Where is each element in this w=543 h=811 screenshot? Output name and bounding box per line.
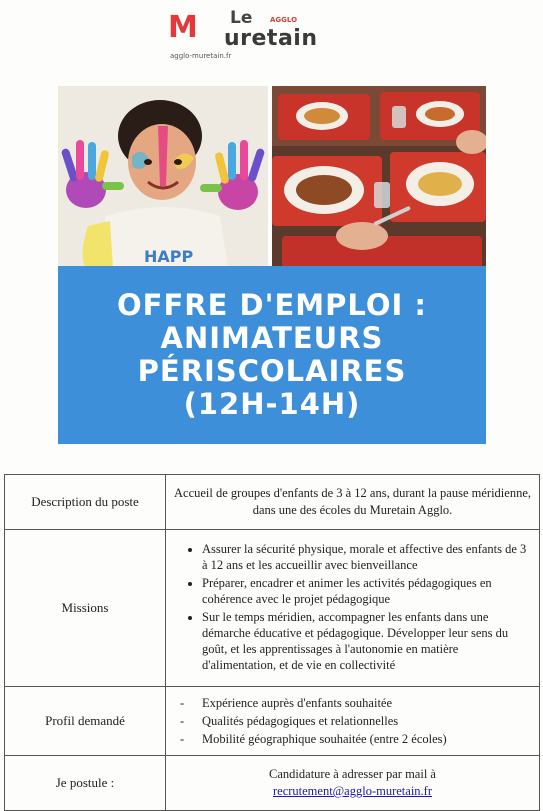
postule-cell bbox=[166, 756, 540, 811]
banner-line-hours: (12H-14H) bbox=[183, 387, 361, 421]
profil-item: - Mobilité géographique souhaitée (entre 2 écoles) bbox=[202, 730, 533, 748]
shirt-text: HAPP bbox=[144, 247, 194, 266]
recruitment-email-link[interactable]: recrutement@agglo-muretain.fr bbox=[272, 784, 432, 798]
profil-list bbox=[172, 694, 533, 748]
banner-line-offre: OFFRE D'EMPLOI : bbox=[117, 288, 427, 322]
postule-label: Je postule : bbox=[5, 756, 166, 811]
table-row-description bbox=[5, 475, 540, 530]
mission-item: • Préparer, encadrer et animer les activités pédagogiques en cohérence avec le projet pédagogique bbox=[202, 575, 533, 607]
job-details-table bbox=[4, 474, 540, 811]
table-row-postule bbox=[5, 756, 540, 811]
missions-label: Missions bbox=[5, 530, 166, 687]
description-text: Accueil de groupes d'enfants de 3 à 12 ans, durant la pause méridienne, dans une des écoles du Muretain Agglo. bbox=[166, 475, 540, 530]
logo-m-letter: M bbox=[168, 10, 197, 45]
logo-url: agglo-muretain.fr bbox=[170, 52, 232, 60]
banner-line-periscolaires: PÉRISCOLAIRES bbox=[137, 354, 407, 388]
muretain-agglo-logo bbox=[168, 6, 368, 68]
table-row-profil bbox=[5, 687, 540, 756]
mission-item: • Sur le temps méridien, accompagner les enfants dans une démarche éducative et pédagogique. Développer leur sens du goût, et les apprentissages à l'autonomie en matière d'alimentation, et de vie en collectivité bbox=[202, 609, 533, 673]
photo-child-painted-hands bbox=[58, 86, 268, 268]
logo-name: uretain bbox=[224, 26, 318, 51]
profil-cell bbox=[166, 687, 540, 756]
banner-line-animateurs: ANIMATEURS bbox=[160, 321, 384, 355]
logo-agglo: AGGLO bbox=[270, 16, 298, 24]
table-row-missions bbox=[5, 530, 540, 687]
profil-item: - Qualités pédagogiques et relationnelles bbox=[202, 712, 533, 730]
mission-item: • Assurer la sécurité physique, morale et affective des enfants de 3 à 12 ans et les accueillir avec bienveillance bbox=[202, 541, 533, 573]
photo-school-lunch bbox=[272, 86, 486, 268]
job-offer-banner bbox=[58, 266, 486, 444]
missions-cell bbox=[166, 530, 540, 687]
postule-text: Candidature à adresser par mail à bbox=[269, 767, 436, 781]
description-label: Description du poste bbox=[5, 475, 166, 530]
profil-item: - Expérience auprès d'enfants souhaitée bbox=[202, 694, 533, 712]
logo-le: Le bbox=[230, 8, 253, 28]
profil-label: Profil demandé bbox=[5, 687, 166, 756]
missions-list bbox=[172, 541, 533, 673]
